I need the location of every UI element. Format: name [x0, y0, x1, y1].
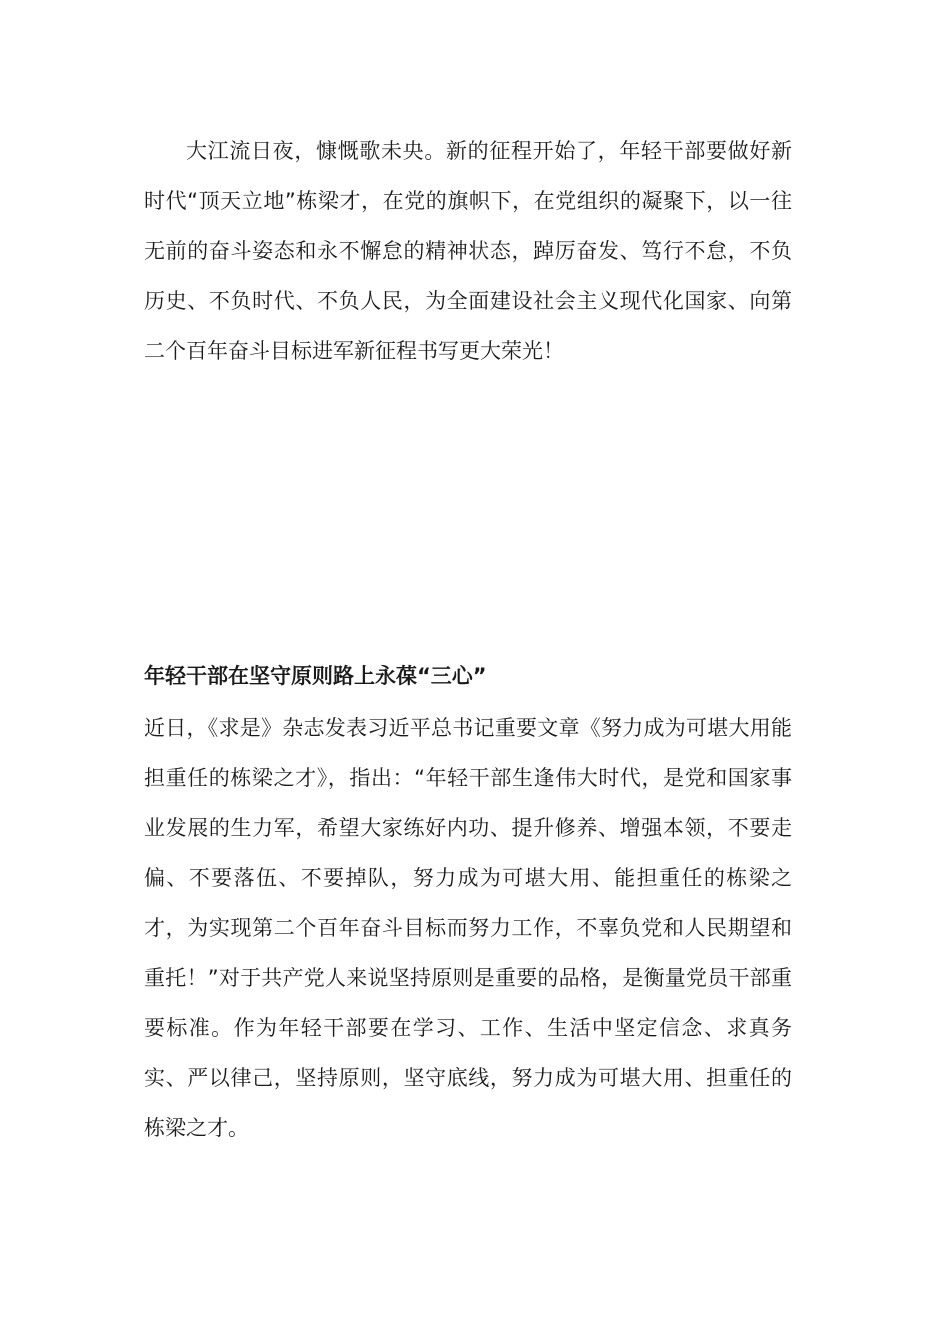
body-paragraph-closing: 大江流日夜，慷慨歌未央。新的征程开始了，年轻干部要做好新时代“顶天立地”栋梁才，在党的旗帜下，在党组织的凝聚下，以一往无前的奋斗姿态和永不懈怠的精神状态，踔厉奋发、笃行不怠，不负历史、不负时代、不负人民，为全面建设社会主义现代化国家、向第二个百年奋斗目标进军新征程书写更大荣光！ [144, 139, 792, 363]
body-paragraph-intro: 近日，《求是》杂志发表习近平总书记重要文章《努力成为可堪大用能担重任的栋梁之才》，指出：“年轻干部生逢伟大时代，是党和国家事业发展的生力军，希望大家练好内功、提升修养、增强本领，不要走偏、不要落伍、不要掉队，努力成为可堪大用、能担重任的栋梁之才，为实现第二个百年奋斗目标而努力工作，不辜负党和人民期望和重托！”对于共产党人来说坚持原则是重要的品格，是衡量党员干部重要标准。作为年轻干部要在学习、工作、生活中坚定信念、求真务实、严以律己，坚持原则，坚守底线，努力成为可堪大用、担重任的栋梁之才。 [144, 716, 792, 1140]
section-heading: 年轻干部在坚守原则路上永葆“三心” [144, 664, 487, 688]
